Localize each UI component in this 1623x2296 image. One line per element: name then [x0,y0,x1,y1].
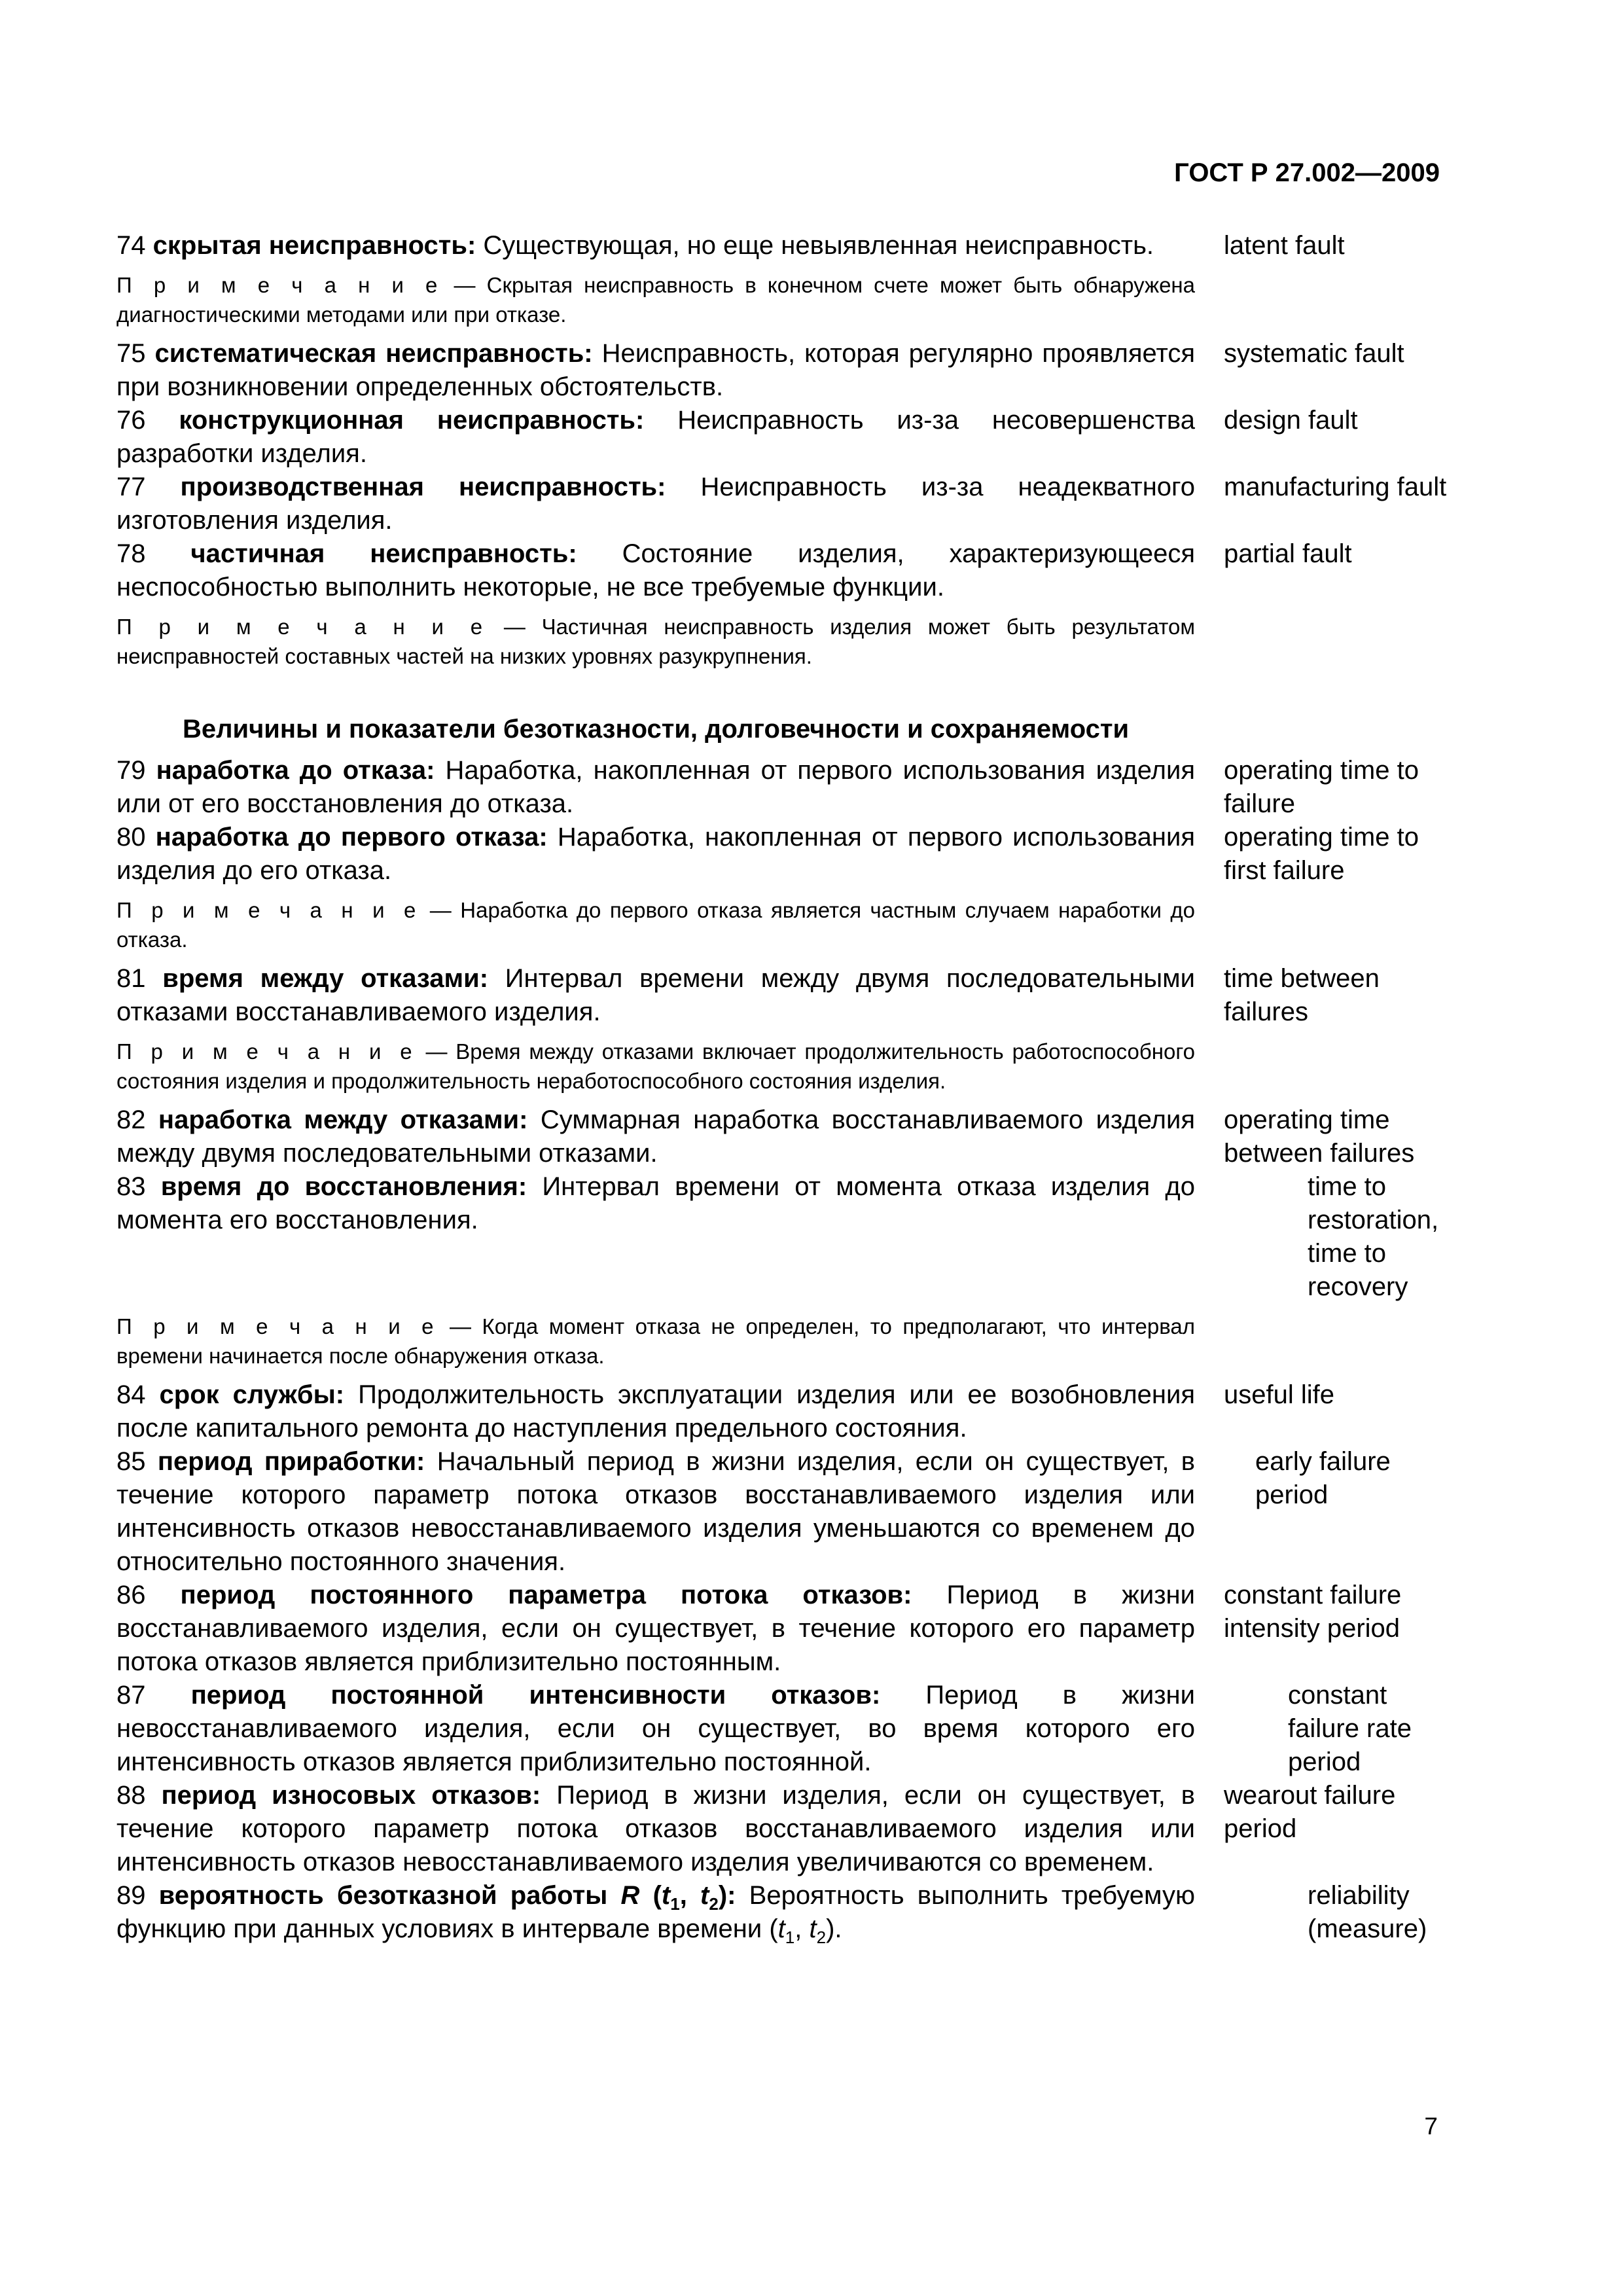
term-name: наработка между отказами: [158,1105,528,1134]
term-english: time to restoration, time to recovery [1308,1172,1439,1301]
term-name: период постоянной интенсивности отказов: [190,1681,881,1710]
term-english: early failure period [1255,1447,1391,1509]
term-definition: Суммарная наработка восстанавливаемого изделия между двумя последовательными отказами. [116,1105,1195,1168]
term-definition: Неисправность из-за несовершенства разработки изделия. [116,406,1195,468]
term-number: 76 [116,406,146,435]
term-definition: Наработка, накопленная от первого использования изделия или от его восстановления до отказа. [116,756,1195,818]
term-number: 79 [116,756,146,785]
term-name: период приработки: [157,1447,425,1476]
term-english: wearout failure period [1224,1781,1396,1843]
term-english: systematic fault [1224,339,1404,368]
term-definition: Неисправность из-за неадекватного изготовления изделия. [116,473,1195,535]
note: П р и м е ч а н и е — Наработка до первого отказа является частным случаем наработки до отказа. [116,898,1195,952]
note-text: Скрытая неисправность в конечном счете может быть обнаружена диагностическими методами или при отказе. [116,273,1196,327]
term-name: производственная неисправность: [180,473,666,501]
term-english: operating time to first failure [1224,823,1419,885]
term-entry [116,537,1452,604]
note: П р и м е ч а н и е — Частичная неисправность изделия может быть результатом неисправностей составных частей на низких уровнях разукрупнения. [116,615,1196,668]
term-name: срок службы: [159,1380,345,1409]
term-entry [116,1378,1452,1445]
term-name: вероятность безотказной работы R ($t_1$, $t_2$): [158,1881,736,1914]
term-entry [116,337,1452,404]
note-text: Когда момент отказа не определен, то предполагают, что интервал времени начинается после обнаружения отказа. [116,1314,1195,1368]
term-definition: Период в жизни восстанавливаемого изделия, если он существует, в течение которого его параметр потока отказов является приблизительно постоянным. [116,1581,1195,1676]
term-entry [116,754,1452,821]
term-definition: Интервал времени между двумя последовательными отказами восстанавливаемого изделия. [116,964,1195,1026]
term-number: 85 [116,1447,146,1476]
term-number: 86 [116,1581,146,1609]
term-english: constant failure intensity period [1224,1581,1402,1643]
note: П р и м е ч а н и е — Когда момент отказа не определен, то предполагают, что интервал времени начинается после обнаружения отказа. [116,1314,1195,1368]
term-number: 81 [116,964,146,993]
term-entry [116,229,1452,262]
term-english: operating time to failure [1224,756,1419,818]
page-number: 7 [1424,2113,1438,2140]
page-header: ГОСТ Р 27.002—2009 [1174,158,1440,187]
note-label: П р и м е ч а н и е [116,615,488,639]
term-number: 89 [116,1881,146,1910]
term-number: 82 [116,1105,146,1134]
term-number: 78 [116,539,146,568]
term-english: operating time between failures [1224,1105,1415,1168]
term-name: наработка до отказа: [156,756,435,785]
term-entry [116,821,1452,888]
term-english: constant failure rate period [1288,1681,1412,1776]
note-text: Наработка до первого отказа является частным случаем наработки до отказа. [116,898,1195,952]
note-label: П р и м е ч а н и е [116,273,443,297]
term-entry [116,1579,1452,1679]
term-number: 74 [116,231,146,260]
note-text: Частичная неисправность изделия может быть результатом неисправностей составных частей на низких уровнях разукрупнения. [116,615,1196,668]
term-entry [116,1170,1452,1304]
term-entry [116,1103,1452,1170]
term-number: 75 [116,339,146,368]
term-name: скрытая неисправность: [152,231,476,260]
term-english: manufacturing fault [1224,473,1447,501]
term-entry [116,962,1452,1029]
term-entry [116,1445,1452,1579]
note-label: П р и м е ч а н и е [116,898,421,922]
term-name: период износовых отказов: [161,1781,541,1810]
term-definition: Наработка, накопленная от первого использования изделия до его отказа. [116,823,1196,885]
term-definition: Начальный период в жизни изделия, если он существует, в течение которого параметр потока отказов восстанавливаемого изделия или интенсивность отказов невосстанавливаемого изделия уменьшаются со временем до относительно постоянного значения. [116,1447,1196,1576]
term-definition: Период в жизни невосстанавливаемого изделия, если он существует, во время которого его интенсивность отказов является приблизительно постоянной. [116,1681,1195,1776]
term-english: reliability (measure) [1308,1881,1427,1943]
term-definition: Вероятность выполнить требуемую функцию при данных условиях в интервале времени [116,1881,1195,1943]
section-title: Величины и показатели безотказности, долговечности и сохраняемости [182,715,1130,744]
term-definition: Существующая, но еще невыявленная неисправность. [483,231,1154,260]
note-text: Время между отказами включает продолжительность работоспособного состояния изделия и продолжительность неработоспособного состояния изделия. [116,1039,1195,1093]
note-label: П р и м е ч а н и е [116,1039,418,1064]
term-number: 77 [116,473,146,501]
term-english: useful life [1224,1380,1334,1409]
term-entry [116,471,1452,537]
term-entry [116,1679,1452,1779]
term-definition: Неисправность, которая регулярно проявляется при возникновении определенных обстоятельств. [116,339,1195,401]
term-name: частичная неисправность: [190,539,577,568]
note-label: П р и м е ч а н и е [116,1314,439,1338]
term-number: 88 [116,1781,146,1810]
term-english: design fault [1224,406,1358,435]
term-entry [116,404,1452,471]
term-name: конструкционная неисправность: [179,406,645,435]
term-name: систематическая неисправность: [154,339,593,368]
term-english: partial fault [1224,539,1352,568]
term-name: наработка до первого отказа: [155,823,548,852]
term-number: 83 [116,1172,146,1201]
term-name: время до восстановления: [160,1172,527,1201]
term-definition: Период в жизни изделия, если он существует, в течение которого параметр потока отказов восстанавливаемого изделия или интенсивность отказов невосстанавливаемого изделия увеличиваются со временем. [116,1781,1195,1876]
term-english: latent fault [1224,231,1345,260]
term-name: время между отказами: [162,964,489,993]
term-number: 84 [116,1380,146,1409]
term-entry: 89 вероятность безотказной работы R ($t_1$, $t_2$): Вероятность выполнить требуемую функцию при данных условиях в интервале времени ($t_1$, $t_2$). reliability (measure) [116,1879,1452,1946]
note: П р и м е ч а н и е — Скрытая неисправность в конечном счете может быть обнаружена диагностическими методами или при отказе. [116,273,1196,327]
term-number: 87 [116,1681,146,1710]
document-body [116,229,1452,1946]
term-english: time between failures [1224,964,1380,1026]
term-number: 80 [116,823,146,852]
term-name: период постоянного параметра потока отказов: [180,1581,912,1609]
term-entry [116,1779,1452,1879]
term-definition: Состояние изделия, характеризующееся неспособностью выполнить некоторые, не все требуемые функции. [116,539,1195,601]
term-definition: Интервал времени от момента отказа изделия до момента его восстановления. [116,1172,1195,1234]
note: П р и м е ч а н и е — Время между отказами включает продолжительность работоспособного состояния изделия и продолжительность неработоспособного состояния изделия. [116,1039,1195,1093]
term-definition: Продолжительность эксплуатации изделия или ее возобновления после капитального ремонта до наступления предельного состояния. [116,1380,1196,1443]
